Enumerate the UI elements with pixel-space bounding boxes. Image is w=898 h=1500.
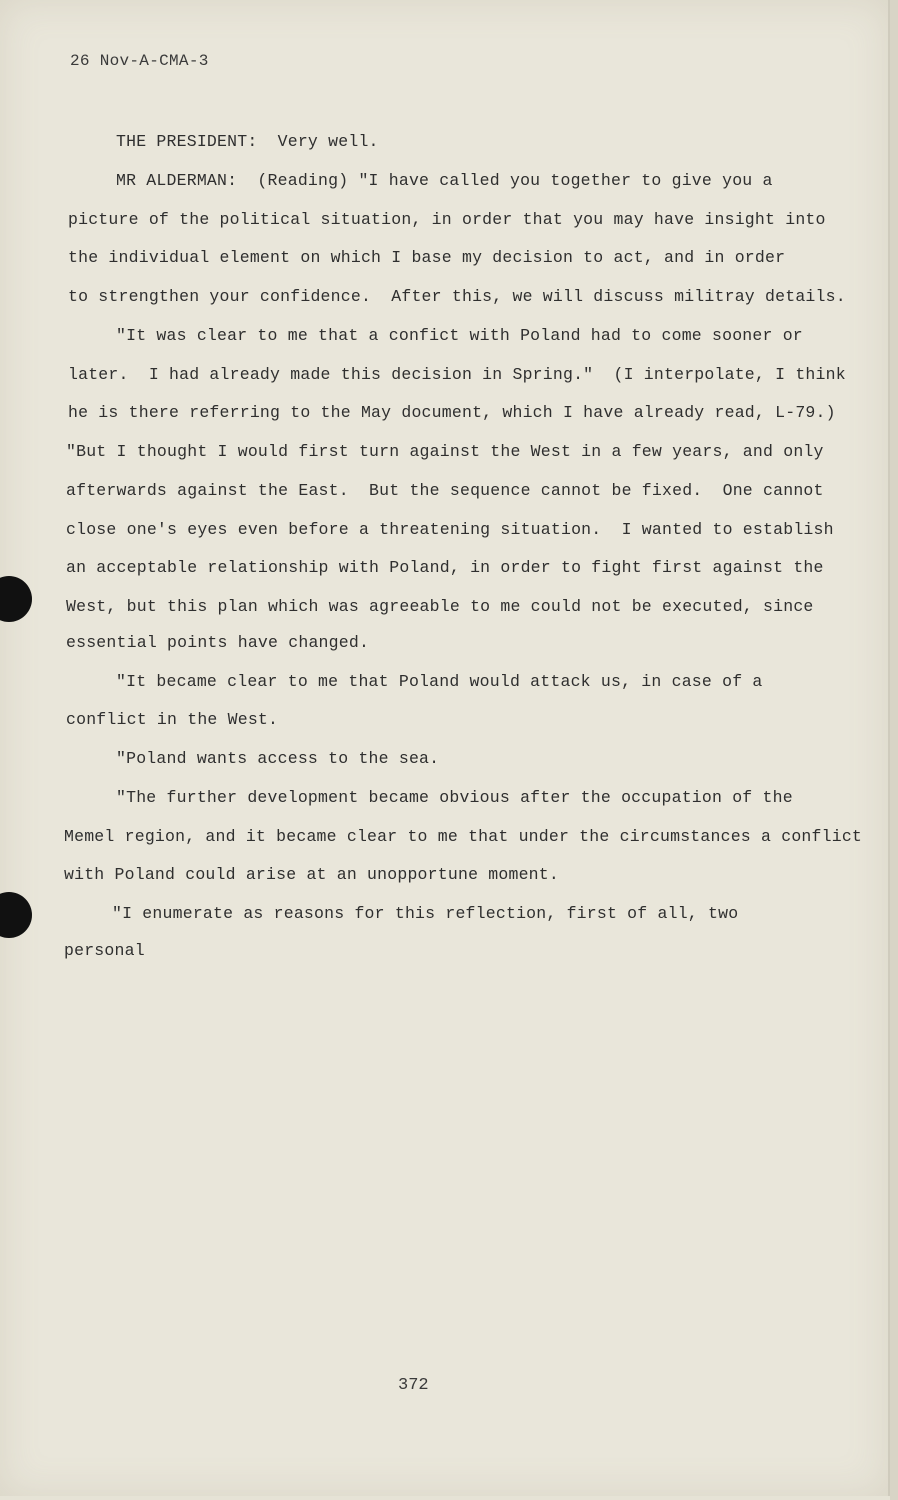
- text-line: THE PRESIDENT: Very well.: [116, 132, 379, 151]
- text-line: West, but this plan which was agreeable to me could not be executed, since: [66, 597, 814, 616]
- text-line: essential points have changed.: [66, 633, 370, 652]
- text-line: personal: [64, 941, 145, 960]
- text-line: conflict in the West.: [66, 710, 279, 729]
- text-line: with Poland could arise at an unopportune moment.: [64, 865, 559, 884]
- page-edge: [890, 0, 898, 1500]
- text-line: "It became clear to me that Poland would attack us, in case of a: [116, 672, 763, 691]
- text-line: later. I had already made this decision in Spring." (I interpolate, I think: [68, 365, 846, 384]
- text-line: afterwards against the East. But the sequence cannot be fixed. One cannot: [66, 481, 824, 500]
- text-line: "But I thought I would first turn against the West in a few years, and only: [66, 442, 824, 461]
- text-line: "The further development became obvious after the occupation of the: [116, 788, 793, 807]
- document-header: 26 Nov-A-CMA-3: [70, 52, 209, 70]
- punch-hole: [0, 576, 32, 622]
- text-line: "It was clear to me that a confict with Poland had to come sooner or: [116, 326, 803, 345]
- text-line: an acceptable relationship with Poland, in order to fight first against the: [66, 558, 824, 577]
- text-line: to strengthen your confidence. After this, we will discuss militray details.: [68, 287, 846, 306]
- text-line: Memel region, and it became clear to me that under the circumstances a conflict: [64, 827, 863, 846]
- text-line: the individual element on which I base my decision to act, and in order: [68, 248, 786, 267]
- page-number: 372: [398, 1376, 429, 1395]
- text-line: "Poland wants access to the sea.: [116, 749, 440, 768]
- text-line: "I enumerate as reasons for this reflection, first of all, two: [112, 904, 739, 923]
- text-line: close one's eyes even before a threatening situation. I wanted to establish: [66, 520, 834, 539]
- punch-hole: [0, 892, 32, 938]
- text-line: picture of the political situation, in order that you may have insight into: [68, 210, 826, 229]
- text-line: he is there referring to the May document, which I have already read, L-79.): [68, 403, 836, 422]
- text-line: MR ALDERMAN: (Reading) "I have called you together to give you a: [116, 171, 773, 190]
